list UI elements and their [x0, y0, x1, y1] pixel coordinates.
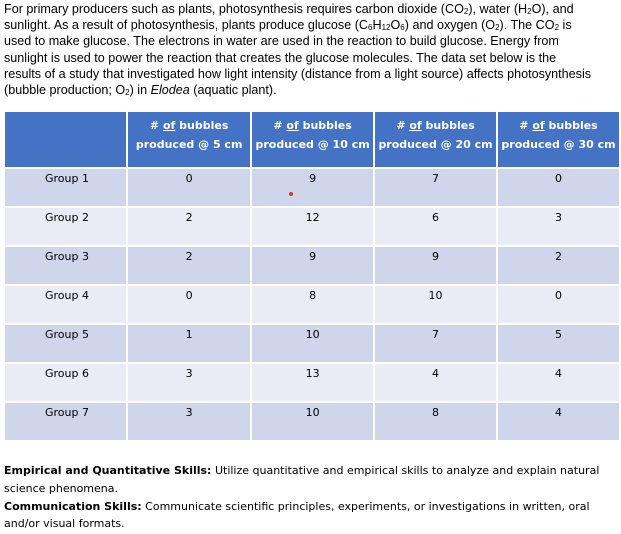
cell-10cm: 12: [251, 207, 374, 246]
communication-skills-note: Communication Skills: Communicate scientific principles, experiments, or investigations in written, oral and/or visual formats.: [4, 499, 590, 531]
table-row: [4, 324, 620, 363]
header-10cm: # of bubbles produced @ 10 cm: [251, 111, 374, 168]
cell-5cm: 3: [127, 363, 251, 402]
cell-20cm: 8: [374, 402, 497, 441]
table-header-row: [4, 111, 620, 168]
intro-paragraph: [4, 1, 621, 98]
cell-10cm: 13: [251, 363, 374, 402]
cell-20cm: 7: [374, 324, 497, 363]
table-row: [4, 207, 620, 246]
skills-footer: [4, 462, 616, 533]
header-empty-cell: [4, 111, 127, 168]
cell-5cm: 2: [127, 207, 251, 246]
cell-30cm: 0: [497, 285, 620, 324]
group-label: Group 7: [4, 402, 127, 441]
intro-line-4: sunlight is used to power the reaction that creates the glucose molecules. The data set below is the: [4, 50, 557, 65]
cell-10cm: 10: [251, 402, 374, 441]
table-row: [4, 246, 620, 285]
cell-5cm: 0: [127, 285, 251, 324]
intro-line-6: (bubble production; $O_2$) in Elodea (aquatic plant).: [4, 82, 277, 97]
empirical-skills-note: Empirical and Quantitative Skills: Utilize quantitative and empirical skills to analyze and explain natural science phenomena.: [4, 464, 600, 495]
cell-5cm: 1: [127, 324, 251, 363]
table-row: [4, 363, 620, 402]
cell-30cm: 0: [497, 168, 620, 207]
intro-line-3: used to make glucose. The electrons in water are used in the reaction to build glucose. Energy from: [4, 34, 559, 49]
group-label: Group 2: [4, 207, 127, 246]
group-label: Group 4: [4, 285, 127, 324]
table-row: [4, 168, 620, 207]
table-row: [4, 285, 620, 324]
intro-line-2: sunlight. As a result of photosynthesis, plants produce glucose $(C_6H_{12}O_6)$ and oxygen $(O_2)$. The $CO_2$ is: [4, 18, 572, 33]
group-label: Group 3: [4, 246, 127, 285]
table-row: [4, 402, 620, 441]
cell-30cm: 4: [497, 363, 620, 402]
group-label: Group 6: [4, 363, 127, 402]
bubble-data-table: [3, 110, 621, 442]
red-marker-dot: [289, 192, 293, 196]
header-30cm: # of bubbles produced @ 30 cm: [497, 111, 620, 168]
cell-30cm: 5: [497, 324, 620, 363]
header-5cm: # of bubbles produced @ 5 cm: [127, 111, 251, 168]
cell-30cm: 2: [497, 246, 620, 285]
cell-10cm: 9: [251, 246, 374, 285]
cell-10cm: 10: [251, 324, 374, 363]
group-label: Group 1: [4, 168, 127, 207]
cell-20cm: 4: [374, 363, 497, 402]
cell-20cm: 9: [374, 246, 497, 285]
cell-30cm: 3: [497, 207, 620, 246]
header-20cm: # of bubbles produced @ 20 cm: [374, 111, 497, 168]
species-name: Elodea: [150, 82, 190, 97]
cell-5cm: 2: [127, 246, 251, 285]
cell-20cm: 6: [374, 207, 497, 246]
group-label: Group 5: [4, 324, 127, 363]
cell-20cm: 7: [374, 168, 497, 207]
cell-10cm: 9: [251, 168, 374, 207]
cell-10cm: 8: [251, 285, 374, 324]
intro-line-1: For primary producers such as plants, photosynthesis requires carbon dioxide $(CO_2)$, water $(H_2O)$, and: [4, 2, 574, 16]
cell-5cm: 0: [127, 168, 251, 207]
cell-20cm: 10: [374, 285, 497, 324]
cell-30cm: 4: [497, 402, 620, 441]
intro-line-5: results of a study that investigated how light intensity (distance from a light source) affects photosynthesis: [4, 66, 592, 81]
cell-5cm: 3: [127, 402, 251, 441]
